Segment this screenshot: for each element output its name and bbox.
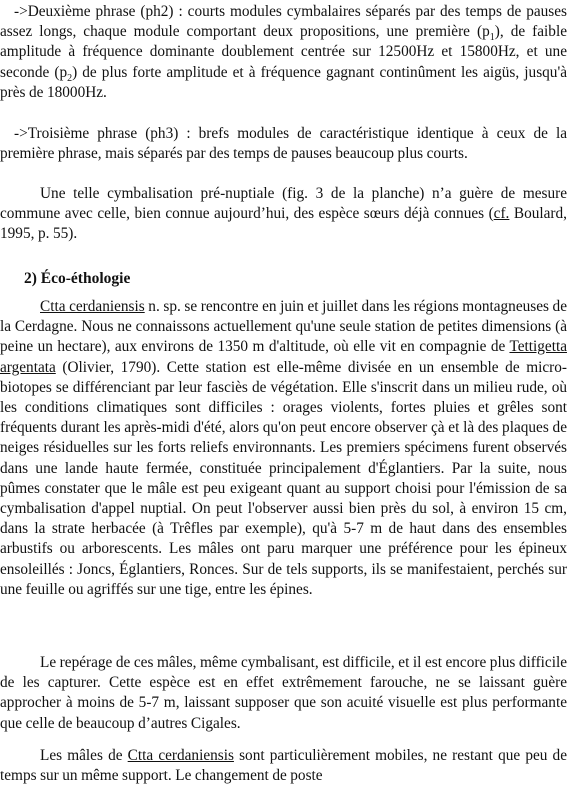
paragraph-males-mobiles: Les mâles de Ctta cerdaniensis sont particulièrement mobiles, ne restant que peu de temps sur un même support. Le changement de poste [0, 747, 567, 785]
species-name: Ctta cerdaniensis [40, 298, 145, 315]
cf-reference: cf. [493, 205, 510, 223]
species-name: Ctta cerdaniensis [127, 747, 234, 764]
paragraph-phrase-3: ->Troisième phrase (ph3) : brefs modules de caractéristique identique à ceux de la première phrase, mais séparés par des temps de pauses beaucoup plus courts. [0, 125, 567, 163]
paragraph-reperage: Le repérage de ces mâles, même cymbalisant, est difficile, et il est encore plus difficile de les capturer. Cette espèce est en effet extrêmement farouche, ne se laissant guère approcher à moins de 5-7 m, laissant supposer que son acuité visuelle est plus performante que celle de beaucoup d’autres Cigales. [0, 654, 567, 732]
section-heading-eco-ethologie: 2) Éco-éthologie [24, 270, 131, 287]
paragraph-phrase-2: ->Deuxième phrase (ph2) : courts modules cymbalaires séparés par des temps de pauses assez longs, chaque module comportant deux propositions, une première $(p_1)$, de faible amplitude à fréquence dominante doublement centrée sur 12500Hz et 15800Hz, et une seconde $(p_2)$ de plus forte amplitude et à fréquence gagnant continûment les aigüs, jusqu'à près de 18000Hz. [0, 3, 567, 101]
species-name-tettigetta: Tettigetta argentata [0, 338, 567, 376]
paragraph-cymbalisation: Une telle cymbalisation pré-nuptiale (fig. 3 de la planche) n’a guère de mesure commune avec celle, bien connue aujourd’hui, des espèce sœurs déjà connues (cf. Boulard, 1995, p. 55). [0, 185, 567, 243]
paragraph-eco-ethologie: Ctta cerdaniensis n. sp. se rencontre en juin et juillet dans les régions montagneuses de la Cerdagne. Nous ne connaissons actuellement qu'une seule station de petites dimensions (à peine un hectare), aux environs de 1350 m d'altitude, où elle vit en compagnie de Tettigetta argentata (Olivier, 1790). Cette station est elle-même divisée en un ensemble de micro-biotopes se différenciant par leur fasciès de végétation. Elle s'inscrit dans un milieu rude, où les conditions climatiques sont difficiles : orages violents, fortes pluies et grêles sont fréquents durant les après-midi d'été, alors qu'on peut encore observer çà et là des plaques de neiges résiduelles sur les forts reliefs environnants. Les premiers spécimens furent observés dans une lande haute fermée, constituée principalement d'Églantiers. Par la suite, nous pûmes constater que le mâle est peu exigeant quant au support choisi pour l'émission de sa cymbalisation d'appel nuptial. On peut l'observer aussi bien près du sol, à environ 15 cm, dans la strate herbacée (à Trêfles par exemple), qu'à 5-7 m de haut dans des ensembles arbustifs ou arborescents. Les mâles ont paru marquer une préférence pour les épineux ensoleillés : Joncs, Églantiers, Ronces. Sur de tels supports, ils se manifestaient, perchés sur une feuille ou agriffés sur une tige, entre les épines. [0, 298, 567, 598]
